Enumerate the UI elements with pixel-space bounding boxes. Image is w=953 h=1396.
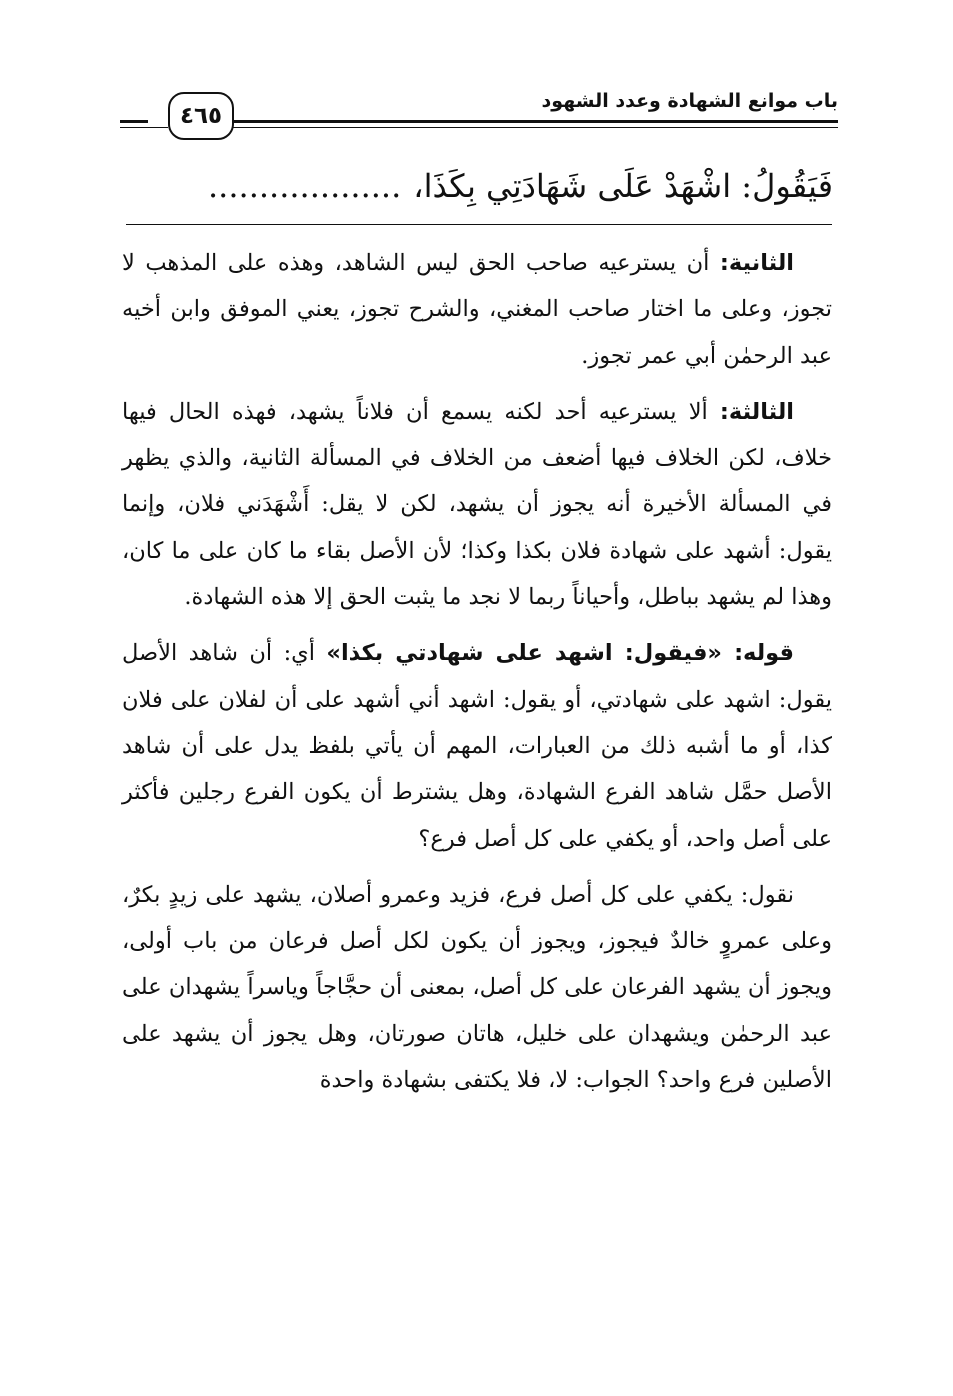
running-header <box>120 84 838 134</box>
paragraph-2 <box>122 389 832 620</box>
paragraph-2-lead: الثالثة: <box>719 398 794 425</box>
chapter-title: باب موانع الشهادة وعدد الشهود <box>541 90 838 112</box>
paragraph-3-text: أي: أن شاهد الأصل يقول: اشهد على شهادتي، أو يقول: اشهد أني أشهد على أن لفلان على فلان كذا، أو ما أشبه ذلك من العبارات، المهم أن يأتي بلفظ يدل على أن شاهد الأصل حمَّل شاهد الفرع الشهادة، وهل يشترط أن يكون الفرع رجلين فأكثر على أصل واحد، أو يكفي على كل أصل فرع؟ <box>122 640 832 852</box>
paragraph-3-lead: قوله: <box>734 640 794 667</box>
paragraph-4-text: نقول: يكفي على كل أصل فرع، فزيد وعمرو أصلان، يشهد على زيدٍ بكرٌ، وعلى عمروٍ خالدٌ فيجوز، ويجوز أن يكون لكل أصل فرعان من باب أولى، ويجوز أن يشهد الفرعان على كل أصل، بمعنى أن حجَّاجاً وياسراً يشهدان على عبد الرحمٰن ويشهدان على خليل، هاتان صورتان، وهل يجوز أن يشهد على الأصلين فرع واحد؟ الجواب: لا، فلا يكتفى بشهادة واحدة <box>122 881 832 1094</box>
matn-separator <box>126 224 832 225</box>
paragraph-1-text: أن يسترعيه صاحب الحق ليس الشاهد، وهذه على المذهب لا تجوز، وعلى ما اختار صاحب المغني، والشرح تجوز، يعني الموفق وابن أخيه عبد الرحمٰن أبي عمر تجوز. <box>122 250 832 369</box>
matn-line <box>113 160 833 212</box>
page-number: ٤٦٥ <box>168 92 234 140</box>
paragraph-4 <box>122 872 832 1103</box>
commentary-body <box>122 240 832 1103</box>
header-rule-thick <box>120 120 148 123</box>
matn-dots: ................... <box>208 167 402 205</box>
matn-text: فَيَقُولُ: اشْهَدْ عَلَى شَهَادَتِي بِكَذَا، <box>413 167 833 205</box>
paragraph-1 <box>122 240 832 379</box>
paragraph-2-text: ألا يسترعيه أحد لكنه يسمع أن فلاناً يشهد، فهذه الحال فيها خلاف، لكن الخلاف فيها أضعف من الخلاف في المسألة الثانية، والذي يظهر في المسألة الأخيرة أنه يجوز أن يشهد، لكن لا يقل: أَشْهَدَني فلان، وإنما يقول: أشهد على شهادة فلان بكذا وكذا؛ لأن الأصل بقاء ما كان على ما كان، وهذا لم يشهد بباطل، وأحياناً ربما لا نجد ما يثبت الحق إلا هذه الشهادة. <box>122 398 832 611</box>
header-rule-thin-right <box>230 127 838 128</box>
header-rule-thin <box>120 127 168 128</box>
header-rule-thick-right <box>230 120 838 123</box>
paragraph-1-lead: الثانية: <box>719 250 794 276</box>
paragraph-3 <box>122 630 832 861</box>
paragraph-3-quote: «فيقول: اشهد على شهادتي بكذا» <box>326 640 735 667</box>
